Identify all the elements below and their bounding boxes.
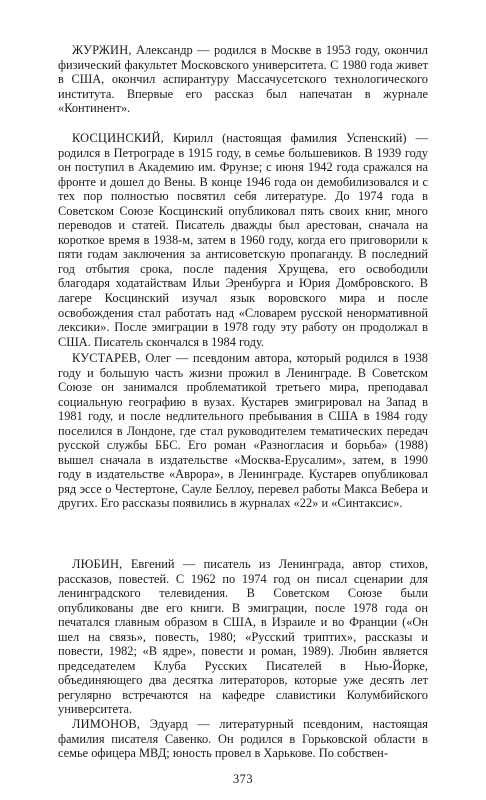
entry-name: КУСТАРЕВ, [72, 351, 141, 365]
bio-entry-lyubin [58, 557, 428, 717]
bio-entry-zhurzhin [58, 43, 428, 116]
page-number: 373 [232, 772, 254, 786]
entry-name: ЛЮБИН, [72, 557, 123, 571]
entry-text: Александр — родился в Москве в 1953 году, окончил физический факультет Московского университета. С 1980 года живет в США, окончил аспирантуру Массачусетского технологического института. Впервые его рассказ был напечатан в журнале «Континент». [58, 43, 428, 116]
entry-text: Олег — псевдоним автора, который родился в 1938 году и большую часть жизни прожил в Ленинграде. В Советском Союзе он занимался проблематикой третьего мира, преподавал социальную географию в вузах. Кустарев эмигрировал на Запад в 1981 году, и после недлительного пребывания в США в 1984 году поселился в Лондоне, где стал руководителем тематических передач русской службы ББС. Его роман «Разногласия и борьба» (1988) вышел сначала в издательстве «Москва-Ерусалим», затем, в 1990 году в издательстве «Аврора», в Ленинграде. Кустарев опубликовал ряд эссе о Честертоне, Сауле Беллоу, перевел работы Макса Вебера и других. Его рассказы появились в журналах «22» и «Синтаксис». [58, 351, 428, 511]
entry-text: Эдуард — литературный псевдоним, настоящая фамилия писателя Савенко. Он родился в Горьковской области в семье офицера МВД; юность провел в Харькове. По собствен- [58, 717, 428, 761]
bio-entry-kustarev [58, 351, 428, 511]
entry-name: ЛИМОНОВ, [72, 717, 141, 731]
entry-text: Евгений — писатель из Ленинграда, автор стихов, рассказов, повестей. С 1962 по 1974 год он писал сценарии для ленинградского телевидения. В Советском Союзе были опубликованы две его книги. В эмиграции, после 1978 года он печатался главным образом в США, в Израиле и во Франции («Он шел на связь», повесть, 1980; «Русский триптих», рассказы и повести, 1982; «В ядре», повести и роман, 1989). Любин является председателем Клуба Русских Писателей в Нью-Йорке, объединяющего два десятка литераторов, которые уже десять лет регулярно встречаются на кафедре славистики Колумбийского университета. [58, 557, 428, 717]
bio-entry-koscinsky [58, 131, 428, 349]
entry-text: Кирилл (настоящая фамилия Успенский) — родился в Петрограде в 1915 году, в семье большевиков. В 1939 году он поступил в Академию им. Фрунзе; с июня 1942 года сражался на фронте и дошел до Вены. В конце 1946 года он демобилизовался и с тех пор полностью посвятил себя литературе. До 1974 года в Советском Союзе Косцинский опубликовал пять своих книг, много переводов и статей. Писатель дважды был арестован, сначала на короткое время в 1938-м, затем в 1960 году, когда его приговорили к пяти годам заключения за антисоветскую пропаганду. В последний год отбытия срока, после падения Хрущева, его освободили благодаря ходатайствам Ильи Эренбурга и Юрия Домбровского. В лагере Косцинский изучал язык воровского мира и после освобождения стал работать над «Словарем русской ненормативной лексики». После эмиграции в 1978 году эту работу он продолжал в США. Писатель скончался в 1984 году. [58, 131, 428, 349]
entry-name: КОСЦИНСКИЙ, [72, 131, 164, 145]
bio-entry-limonov [58, 717, 428, 761]
entry-name: ЖУРЖИН, [72, 43, 132, 57]
